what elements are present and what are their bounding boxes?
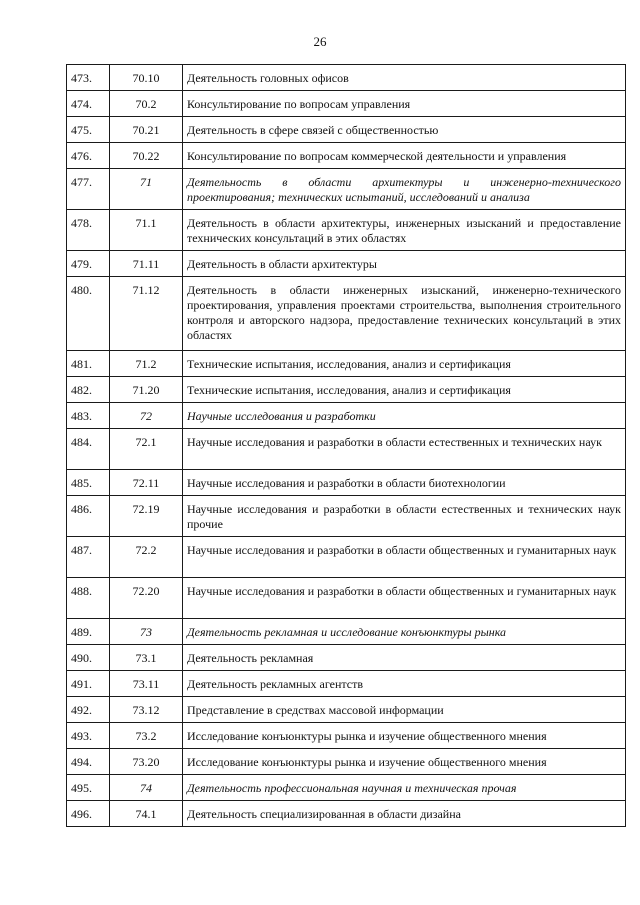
table-row xyxy=(67,351,626,377)
okved-code-cell: 71 xyxy=(110,169,183,210)
table-row xyxy=(67,251,626,277)
table-row xyxy=(67,91,626,117)
activity-description-cell: Деятельность в области архитектуры, инженерных изысканий и предоставление технических консультаций в этих областях xyxy=(183,210,626,251)
okved-table-body xyxy=(67,65,626,827)
okved-code-cell: 70.2 xyxy=(110,91,183,117)
activity-description-cell: Научные исследования и разработки в области общественных и гуманитарных наук xyxy=(183,537,626,578)
activity-description-cell: Деятельность в области архитектуры и инженерно-технического проектирования; технических испытаний, исследований и анализа xyxy=(183,169,626,210)
okved-code-cell: 70.22 xyxy=(110,143,183,169)
row-number-cell: 476. xyxy=(67,143,110,169)
row-number-cell: 485. xyxy=(67,470,110,496)
activity-description-cell: Технические испытания, исследования, анализ и сертификация xyxy=(183,377,626,403)
table-row xyxy=(67,65,626,91)
okved-code-cell: 71.2 xyxy=(110,351,183,377)
okved-code-cell: 70.21 xyxy=(110,117,183,143)
row-number-cell: 477. xyxy=(67,169,110,210)
activity-description-cell: Представление в средствах массовой информации xyxy=(183,697,626,723)
okved-code-cell: 73.11 xyxy=(110,671,183,697)
table-row xyxy=(67,619,626,645)
okved-code-cell: 74 xyxy=(110,775,183,801)
okved-code-cell: 73.20 xyxy=(110,749,183,775)
table-row xyxy=(67,801,626,827)
activity-description-cell: Деятельность в области инженерных изысканий, инженерно-технического проектирования, управления проектами строительства, выполнения строительного контроля и авторского надзора, предоставление технических консультаций в этих областях xyxy=(183,277,626,351)
row-number-cell: 496. xyxy=(67,801,110,827)
row-number-cell: 493. xyxy=(67,723,110,749)
activity-description-cell: Деятельность рекламная и исследование конъюнктуры рынка xyxy=(183,619,626,645)
okved-code-cell: 72.11 xyxy=(110,470,183,496)
row-number-cell: 483. xyxy=(67,403,110,429)
okved-code-cell: 72.2 xyxy=(110,537,183,578)
activity-description-cell: Научные исследования и разработки xyxy=(183,403,626,429)
okved-code-cell: 71.20 xyxy=(110,377,183,403)
row-number-cell: 475. xyxy=(67,117,110,143)
okved-code-cell: 71.1 xyxy=(110,210,183,251)
okved-table xyxy=(66,64,626,827)
okved-code-cell: 72 xyxy=(110,403,183,429)
table-row xyxy=(67,645,626,671)
table-row xyxy=(67,169,626,210)
activity-description-cell: Консультирование по вопросам коммерческой деятельности и управления xyxy=(183,143,626,169)
table-row xyxy=(67,143,626,169)
row-number-cell: 482. xyxy=(67,377,110,403)
activity-description-cell: Деятельность в сфере связей с общественностью xyxy=(183,117,626,143)
table-row xyxy=(67,697,626,723)
row-number-cell: 487. xyxy=(67,537,110,578)
row-number-cell: 478. xyxy=(67,210,110,251)
activity-description-cell: Деятельность рекламных агентств xyxy=(183,671,626,697)
okved-code-cell: 73 xyxy=(110,619,183,645)
okved-code-cell: 73.2 xyxy=(110,723,183,749)
activity-description-cell: Деятельность рекламная xyxy=(183,645,626,671)
row-number-cell: 489. xyxy=(67,619,110,645)
okved-code-cell: 72.20 xyxy=(110,578,183,619)
row-number-cell: 474. xyxy=(67,91,110,117)
okved-code-cell: 71.11 xyxy=(110,251,183,277)
row-number-cell: 488. xyxy=(67,578,110,619)
okved-code-cell: 70.10 xyxy=(110,65,183,91)
activity-description-cell: Технические испытания, исследования, анализ и сертификация xyxy=(183,351,626,377)
row-number-cell: 490. xyxy=(67,645,110,671)
row-number-cell: 492. xyxy=(67,697,110,723)
table-row xyxy=(67,749,626,775)
row-number-cell: 481. xyxy=(67,351,110,377)
activity-description-cell: Деятельность специализированная в области дизайна xyxy=(183,801,626,827)
row-number-cell: 486. xyxy=(67,496,110,537)
table-row xyxy=(67,377,626,403)
okved-code-cell: 73.1 xyxy=(110,645,183,671)
activity-description-cell: Научные исследования и разработки в области биотехнологии xyxy=(183,470,626,496)
table-row xyxy=(67,723,626,749)
okved-code-cell: 73.12 xyxy=(110,697,183,723)
activity-description-cell: Исследование конъюнктуры рынка и изучение общественного мнения xyxy=(183,749,626,775)
table-row xyxy=(67,775,626,801)
okved-code-cell: 72.19 xyxy=(110,496,183,537)
activity-description-cell: Научные исследования и разработки в области общественных и гуманитарных наук xyxy=(183,578,626,619)
table-row xyxy=(67,671,626,697)
table-row xyxy=(67,578,626,619)
table-row xyxy=(67,470,626,496)
table-row xyxy=(67,210,626,251)
row-number-cell: 494. xyxy=(67,749,110,775)
row-number-cell: 479. xyxy=(67,251,110,277)
okved-code-cell: 72.1 xyxy=(110,429,183,470)
activity-description-cell: Деятельность головных офисов xyxy=(183,65,626,91)
page-number: 26 xyxy=(313,34,327,49)
table-row xyxy=(67,403,626,429)
okved-code-cell: 71.12 xyxy=(110,277,183,351)
table-row xyxy=(67,277,626,351)
row-number-cell: 480. xyxy=(67,277,110,351)
activity-description-cell: Консультирование по вопросам управления xyxy=(183,91,626,117)
activity-description-cell: Научные исследования и разработки в области естественных и технических наук прочие xyxy=(183,496,626,537)
row-number-cell: 473. xyxy=(67,65,110,91)
activity-description-cell: Деятельность профессиональная научная и техническая прочая xyxy=(183,775,626,801)
activity-description-cell: Исследование конъюнктуры рынка и изучение общественного мнения xyxy=(183,723,626,749)
table-row xyxy=(67,537,626,578)
okved-code-cell: 74.1 xyxy=(110,801,183,827)
row-number-cell: 495. xyxy=(67,775,110,801)
row-number-cell: 491. xyxy=(67,671,110,697)
activity-description-cell: Научные исследования и разработки в области естественных и технических наук xyxy=(183,429,626,470)
table-row xyxy=(67,496,626,537)
table-row xyxy=(67,117,626,143)
table-row xyxy=(67,429,626,470)
activity-description-cell: Деятельность в области архитектуры xyxy=(183,251,626,277)
row-number-cell: 484. xyxy=(67,429,110,470)
